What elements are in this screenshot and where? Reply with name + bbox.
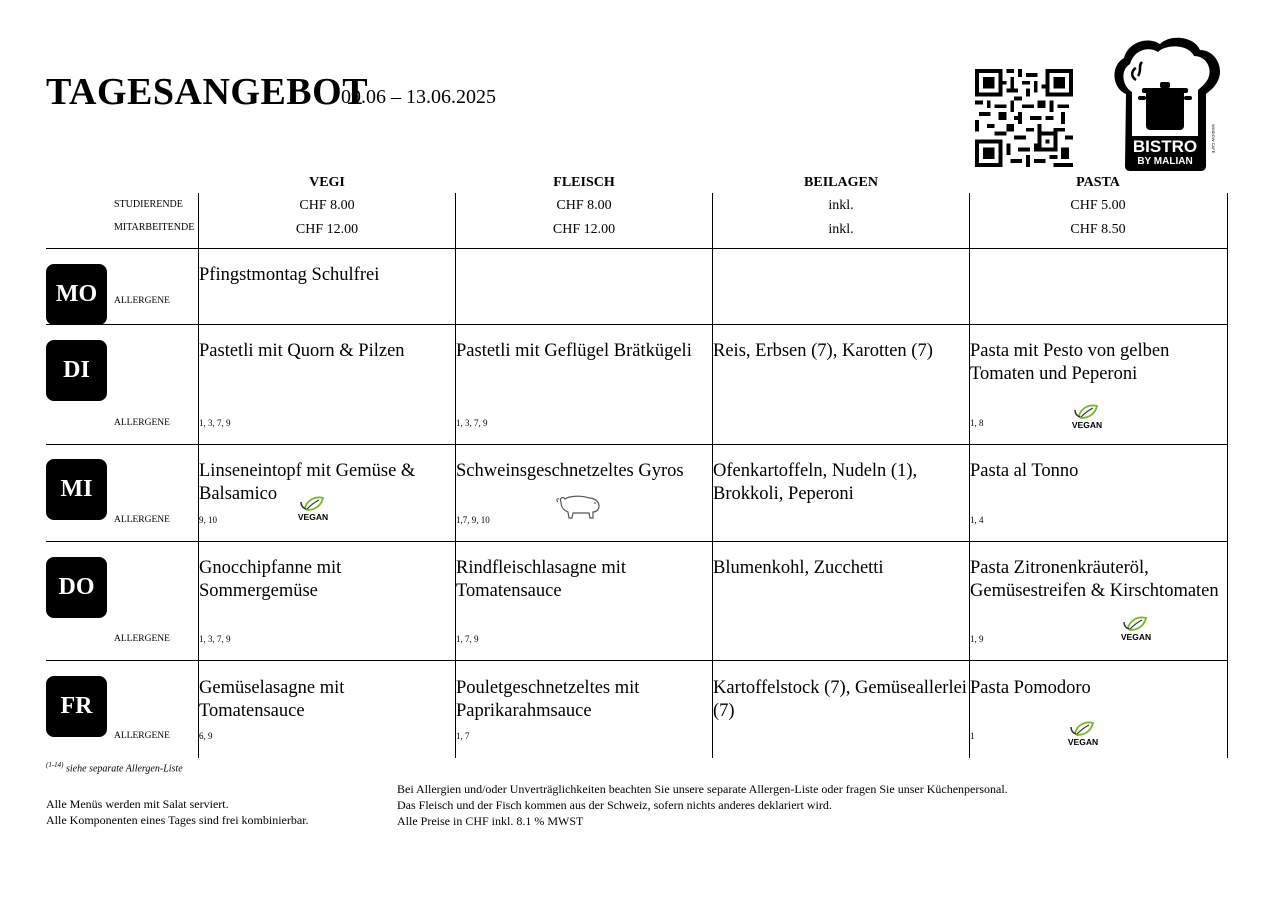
allergens-di-fleisch: 1, 3, 7, 9	[456, 418, 488, 428]
price-students-beilagen: inkl.	[828, 198, 854, 213]
allergen-label: ALLERGENE	[114, 634, 170, 644]
price-label-students: STUDIERENDE	[114, 199, 183, 210]
footer-note-allergies: Bei Allergien und/oder Unverträglichkeiten beachten Sie unsere separate Allergen-Liste oder fragen Sie unser Küchenpersonal.	[397, 782, 1008, 796]
price-staff-fleisch: CHF 12.00	[552, 222, 616, 237]
allergen-footnote: $^{(1-14)}$ siehe separate Allergen-Liste	[46, 761, 183, 775]
column-header-beilagen: BEILAGEN	[804, 175, 878, 190]
svg-text:BISTRO: BISTRO	[1132, 137, 1198, 156]
price-students-pasta: CHF 5.00	[1070, 198, 1126, 213]
dish-fr-fleisch: Pouletgeschnetzeltes mit Paprikarahmsauce	[456, 678, 640, 721]
vegan-leaf-icon	[1063, 715, 1103, 747]
footer-note-prices: Alle Preise in CHF inkl. 8.1 % MWST	[397, 814, 584, 828]
price-staff-vegi: CHF 12.00	[295, 222, 359, 237]
grid-line	[46, 444, 1228, 445]
dish-mo-vegi: Pfingstmontag Schulfrei	[199, 265, 380, 285]
price-staff-pasta: CHF 8.50	[1070, 222, 1126, 237]
dish-mi-fleisch: Schweinsgeschnetzeltes Gyros	[456, 461, 684, 481]
allergens-mi-vegi: 9, 10	[199, 515, 217, 525]
bistro-logo	[1108, 36, 1223, 172]
price-label-staff: MITARBEITENDE	[114, 222, 195, 233]
dish-mi-vegi: Linseneintopf mit Gemüse & Balsamico	[199, 461, 416, 504]
dish-mi-pasta: Pasta al Tonno	[970, 461, 1079, 481]
allergen-label: ALLERGENE	[114, 296, 170, 306]
dish-fr-beilagen: Kartoffelstock (7), Gemüseallerlei (7)	[713, 678, 967, 721]
price-staff-beilagen: inkl.	[828, 222, 854, 237]
dish-di-beilagen: Reis, Erbsen (7), Karotten (7)	[713, 341, 933, 361]
allergens-do-fleisch: 1, 7, 9	[456, 634, 479, 644]
column-header-pasta: PASTA	[1076, 175, 1120, 190]
svg-text:VEGAN: VEGAN	[1067, 737, 1099, 747]
grid-line	[1227, 193, 1228, 758]
allergens-mi-pasta: 1, 4	[970, 515, 984, 525]
page-title: TAGESANGEBOT	[46, 71, 369, 113]
svg-text:BY MALIAN: BY MALIAN	[1137, 156, 1193, 167]
svg-text:WINDOW CAFE: WINDOW CAFE	[1211, 124, 1216, 154]
footer-note-combine: Alle Komponenten eines Tages sind frei kombinierbar.	[46, 813, 309, 827]
qr-code-image	[975, 69, 1073, 167]
pig-icon	[555, 490, 603, 522]
allergens-fr-fleisch: 1, 7	[456, 731, 470, 741]
allergens-do-vegi: 1, 3, 7, 9	[199, 634, 231, 644]
dish-fr-pasta: Pasta Pomodoro	[970, 678, 1091, 698]
price-students-vegi: CHF 8.00	[299, 198, 355, 213]
vegan-leaf-icon	[293, 490, 333, 522]
dish-mi-beilagen: Ofenkartoffeln, Nudeln (1), Brokkoli, Peperoni	[713, 461, 918, 504]
dish-do-vegi: Gnocchipfanne mit Sommergemüse	[199, 558, 342, 601]
allergen-label: ALLERGENE	[114, 515, 170, 525]
column-header-fleisch: FLEISCH	[553, 175, 615, 190]
vegan-leaf-icon	[1116, 610, 1156, 642]
footer-note-salad: Alle Menüs werden mit Salat serviert.	[46, 797, 229, 811]
vegan-leaf-icon	[1067, 398, 1107, 430]
allergens-mi-fleisch: 1,7, 9, 10	[456, 515, 490, 525]
dish-do-fleisch: Rindfleischlasagne mit Tomatensauce	[456, 558, 627, 601]
dish-di-vegi: Pastetli mit Quorn & Pilzen	[199, 341, 405, 361]
grid-line	[46, 324, 1228, 325]
allergens-fr-vegi: 6, 9	[199, 731, 213, 741]
svg-text:VEGAN: VEGAN	[297, 512, 329, 522]
dish-fr-vegi: Gemüselasagne mit Tomatensauce	[199, 678, 345, 721]
svg-text:VEGAN: VEGAN	[1071, 420, 1103, 430]
allergens-di-pasta: 1, 8	[970, 418, 984, 428]
day-badge-mo: MO	[46, 264, 107, 325]
grid-line	[46, 248, 1228, 249]
day-badge-mi: MI	[46, 459, 107, 520]
day-badge-di: DI	[46, 340, 107, 401]
dish-di-fleisch: Pastetli mit Geflügel Brätkügeli	[456, 341, 692, 361]
allergens-di-vegi: 1, 3, 7, 9	[199, 418, 231, 428]
footer-note-origin: Das Fleisch und der Fisch kommen aus der Schweiz, sofern nichts anderes deklariert wird.	[397, 798, 832, 812]
dish-do-beilagen: Blumenkohl, Zucchetti	[713, 558, 884, 578]
grid-line	[46, 541, 1228, 542]
date-range: 09.06 – 13.06.2025	[341, 86, 496, 108]
grid-line	[46, 660, 1228, 661]
allergen-label: ALLERGENE	[114, 731, 170, 741]
dish-di-pasta: Pasta mit Pesto von gelben Tomaten und Peperoni	[970, 341, 1170, 384]
allergen-label: ALLERGENE	[114, 418, 170, 428]
svg-text:VEGAN: VEGAN	[1120, 632, 1152, 642]
allergens-do-pasta: 1, 9	[970, 634, 984, 644]
day-badge-fr: FR	[46, 676, 107, 737]
day-badge-do: DO	[46, 557, 107, 618]
dish-do-pasta: Pasta Zitronenkräuteröl, Gemüsestreifen & Kirschtomaten	[970, 558, 1219, 601]
price-students-fleisch: CHF 8.00	[556, 198, 612, 213]
allergens-fr-pasta: 1	[970, 731, 975, 741]
column-header-vegi: VEGI	[309, 175, 345, 190]
